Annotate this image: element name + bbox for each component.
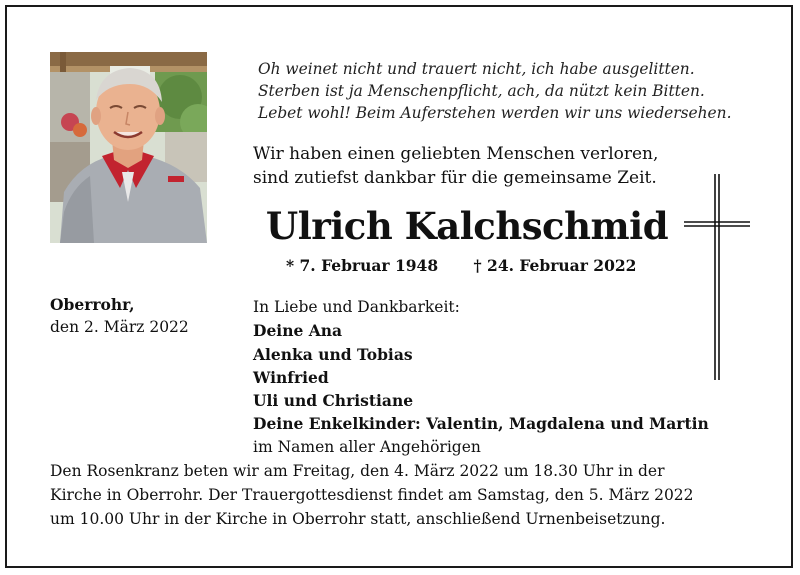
memorial-poem	[258, 58, 731, 124]
poem-line: Lebet wohl! Beim Auferstehen werden wir uns wiedersehen.	[258, 104, 732, 122]
intro-text	[253, 142, 658, 190]
portrait-photo	[50, 52, 207, 243]
mourner-name: Uli und Christiane	[253, 391, 414, 411]
mourner-name: Deine Enkelkinder: Valentin, Magdalena und Martin	[253, 414, 709, 434]
poem-line: Sterben ist ja Menschenpflicht, ach, da nützt kein Bitten.	[258, 82, 705, 100]
birth-date: * 7. Februar 1948	[286, 256, 439, 275]
poem-line: Oh weinet nicht und trauert nicht, ich habe ausgelitten.	[258, 60, 695, 78]
place-town: Oberrohr,	[50, 295, 135, 314]
mourners-list	[253, 296, 709, 459]
service-line: um 10.00 Uhr in der Kirche in Oberrohr statt, anschließend Urnenbeisetzung.	[50, 510, 666, 528]
intro-line: sind zutiefst dankbar für die gemeinsame Zeit.	[253, 168, 657, 188]
life-dates	[286, 256, 636, 275]
mourner-name: Winfried	[253, 367, 329, 387]
mourners-intro: In Liebe und Dankbarkeit:	[253, 298, 460, 316]
intro-line: Wir haben einen geliebten Menschen verloren,	[253, 144, 659, 164]
service-line: Kirche in Oberrohr. Der Trauergottesdienst findet am Samstag, den 5. März 2022	[50, 486, 694, 504]
death-date: † 24. Februar 2022	[473, 256, 637, 275]
service-info	[50, 459, 694, 531]
mourner-name: Deine Ana	[253, 321, 343, 341]
service-line: Den Rosenkranz beten wir am Freitag, den 4. März 2022 um 18.30 Uhr in der	[50, 462, 665, 480]
mourner-name: Alenka und Tobias	[253, 344, 413, 364]
deceased-name: Ulrich Kalchschmid	[265, 204, 669, 248]
place-and-date	[50, 294, 189, 338]
mourners-closing: im Namen aller Angehörigen	[253, 437, 481, 456]
place-date: den 2. März 2022	[50, 318, 189, 336]
